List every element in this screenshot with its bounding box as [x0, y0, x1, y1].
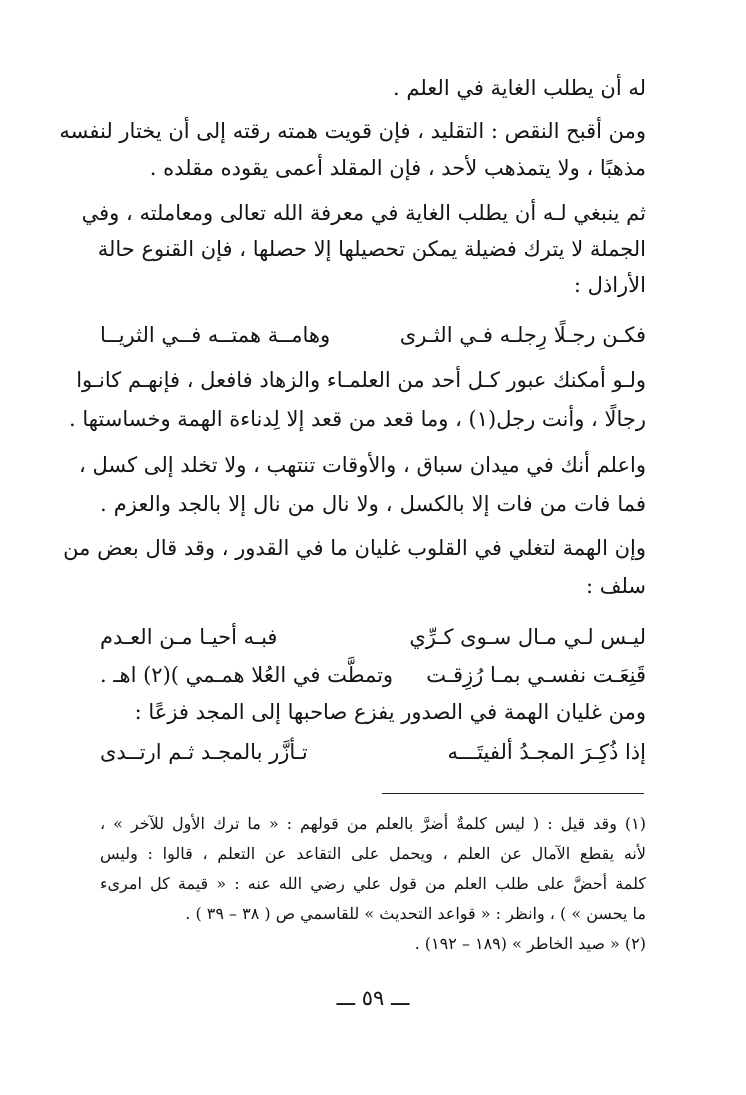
- verse-hemistich-left: وتمطَّت في العُلا همـمي )(٢) اهـ .: [100, 663, 394, 687]
- paragraph-line: ومن غليان الهمة في الصدور يفزع صاحبها إلى المجد فزعًا :: [134, 700, 646, 724]
- paragraph-line: الجملة لا يترك فضيلة يمكن تحصيلها إلا حصلها ، فإن القنوع حالة: [97, 237, 646, 261]
- verse-hemistich-left: وهامــة همتــه فــي الثريــا: [100, 323, 331, 347]
- footnote-line: لأنه يقطع الآمال عن العلم ، ويحمل على التقاعد عن التعلم ، قالوا : وليس: [100, 844, 646, 863]
- paragraph-line: واعلم أنك في ميدان سباق ، والأوقات تنتهب ، ولا تخلد إلى كسل ،: [79, 453, 646, 477]
- paragraph-line: وإن الهمة لتغلي في القلوب غليان ما في القدور ، وقد قال بعض من: [63, 536, 646, 560]
- paragraph-line: ومن أقبح النقص : التقليد ، فإن قويت همته رقته إلى أن يختار لنفسه: [59, 119, 646, 143]
- footnote-line: (١) وقد قيل : ( ليس كلمةٌ أضرَّ بالعلم من قولهم : « ما ترك الأول للآخر » ،: [100, 814, 646, 833]
- paragraph-line: فما فات من فات إلا بالكسل ، ولا نال من نال إلا بالجد والعزم .: [100, 492, 646, 516]
- verse-hemistich-right: قَنِعَـت نفسـي بمـا رُزِقـت: [426, 663, 646, 687]
- verse-hemistich-left: تـأزَّر بالمجـد ثـم ارتــدى: [100, 740, 308, 764]
- footnote-line: (٢) « صيد الخاطر » (١٨٩ – ١٩٢) .: [414, 934, 646, 953]
- verse-hemistich-right: إذا ذُكِـرَ المجـدُ ألفيتَـــه: [447, 740, 646, 764]
- footnote-separator: [382, 793, 644, 794]
- paragraph-line: الأراذل :: [573, 273, 646, 297]
- page-number: ـــ ٥٩ ـــ: [336, 986, 410, 1010]
- paragraph-line: له أن يطلب الغاية في العلم .: [393, 76, 646, 100]
- footnote-line: كلمة أحضَّ على طلب العلم من قول علي رضي الله عنه : « قيمة كل امرىء: [100, 874, 646, 893]
- paragraph-line: ولـو أمكنك عبور كـل أحد من العلمـاء والزهاد فافعل ، فإنهـم كانـوا: [76, 368, 646, 392]
- verse-hemistich-left: فبـه أحيـا مـن العـدم: [100, 625, 278, 649]
- paragraph-line: رجالًا ، وأنت رجل(١) ، وما قعد من قعد إلا لِدناءة الهمة وخساستها .: [69, 407, 646, 431]
- paragraph-line: مذهبًا ، ولا يتمذهب لأحد ، فإن المقلد أعمى يقوده مقلده .: [149, 156, 646, 180]
- verse-hemistich-right: ليـس لـي مـال سـوى كـرِّي: [409, 625, 646, 649]
- paragraph-line: سلف :: [585, 574, 646, 598]
- verse-hemistich-right: فكـن رجـلًا رِجلـه فـي الثـرى: [399, 323, 646, 347]
- paragraph-line: ثم ينبغي لـه أن يطلب الغاية في معرفة الله تعالى ومعاملته ، وفي: [81, 201, 646, 225]
- footnote-line: ما يحسن » ) ، وانظر : « قواعد التحديث » للقاسمي ص ( ٣٨ – ٣٩ ) .: [185, 904, 646, 923]
